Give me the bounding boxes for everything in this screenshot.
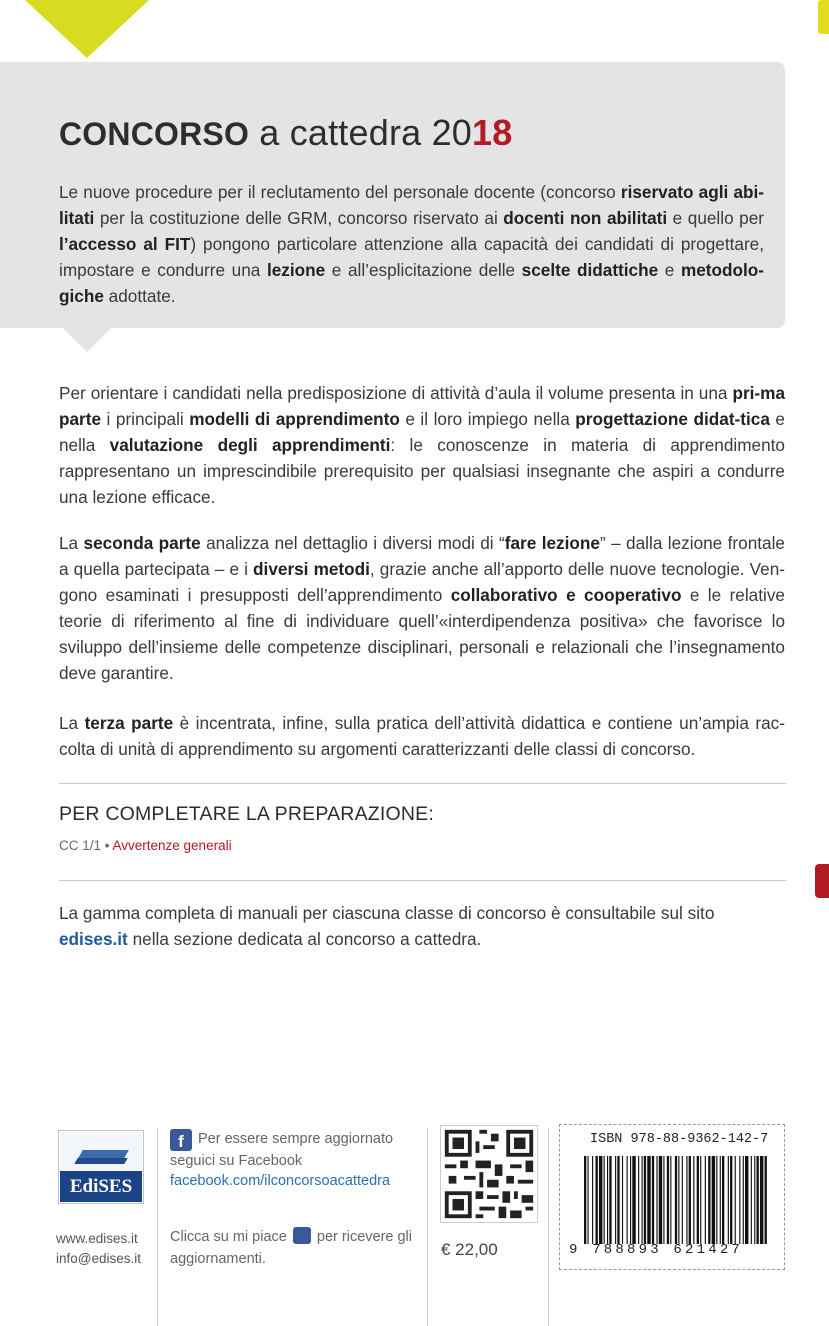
footer-divider — [548, 1128, 549, 1326]
isbn-number: ISBN 978-88-9362-142-7 — [590, 1132, 769, 1147]
barcode-bar — [644, 1156, 646, 1244]
edises-logo: EdiSES — [58, 1130, 144, 1204]
barcode-bar — [682, 1156, 683, 1244]
barcode-bar — [656, 1156, 657, 1244]
barcode-bar — [596, 1156, 598, 1244]
publisher-contacts — [56, 1229, 141, 1269]
related-title-link[interactable]: Avvertenze generali — [112, 838, 232, 853]
barcode-bar — [632, 1156, 635, 1244]
divider — [59, 783, 786, 784]
barcode-bar — [716, 1156, 717, 1244]
barcode-bar — [670, 1156, 671, 1244]
barcode-bar — [678, 1156, 679, 1244]
barcode-bar — [659, 1156, 662, 1244]
barcode-bar — [642, 1156, 643, 1244]
divider — [59, 880, 786, 881]
footer-divider — [427, 1128, 428, 1326]
yellow-triangle-decoration — [25, 0, 149, 58]
barcode-bar — [615, 1156, 616, 1244]
barcode-bar — [757, 1156, 759, 1244]
barcode-bar — [754, 1156, 755, 1244]
barcode-bar — [720, 1156, 721, 1244]
barcode-bar — [592, 1156, 593, 1244]
related-title: CC 1/1 • Avvertenze generali — [59, 838, 232, 853]
page-title: CONCORSO a cattedra 2018 — [59, 112, 513, 153]
barcode-bar — [712, 1156, 715, 1244]
barcode-bar — [765, 1156, 767, 1244]
facebook-line2: seguici su Facebook — [170, 1153, 303, 1169]
website-paragraph: La gamma completa di manuali per ciascuna classe di concorso è consultabile sul sito edises.it nella sezione dedicata al concorso a cattedra. — [59, 903, 715, 949]
barcode-bar — [630, 1156, 631, 1244]
barcode-bar — [627, 1156, 628, 1244]
paragraph-second-part: La seconda parte analizza nel dettaglio i diversi modi di “fare lezione” – dalla lezione frontale a quella partecipata – e i diversi metodi, grazie anche all’apporto delle nuove tecnologie. Ven-gono esaminati i presupposti dell’apprendimento collaborativo e cooperativo e le relative teorie di riferimento al fine di individuare quell’«interdipendenza positiva» che favorisce lo sviluppo dell’insieme delle competenze disciplinari, personali e relazionali che l’insegnamento deve garantire. — [59, 533, 785, 683]
barcode-bar — [760, 1156, 763, 1244]
barcode-bar — [638, 1156, 639, 1244]
barcode — [582, 1156, 770, 1244]
barcode-bar — [751, 1156, 752, 1244]
facebook-icon: f — [170, 1129, 192, 1151]
barcode-bar — [587, 1156, 588, 1244]
barcode-bar — [722, 1156, 724, 1244]
red-edge-tab — [815, 864, 829, 898]
like-text: Clicca su mi piace per ricevere gli aggiornamenti. — [170, 1229, 412, 1267]
qr-code[interactable] — [440, 1125, 538, 1223]
barcode-bar — [700, 1156, 701, 1244]
barcode-bar — [739, 1156, 740, 1244]
barcode-digits: 9 788893 621427 — [569, 1242, 744, 1258]
barcode-bar — [663, 1156, 664, 1244]
publisher-email[interactable]: info@edises.it — [56, 1251, 141, 1266]
barcode-bar — [745, 1156, 748, 1244]
barcode-bar — [675, 1156, 677, 1244]
complete-heading: PER COMPLETARE LA PREPARAZIONE: — [59, 803, 434, 825]
intro-box-notch — [63, 328, 111, 352]
barcode-bar — [604, 1156, 605, 1244]
yellow-edge-tab — [818, 0, 829, 34]
intro-paragraph: Le nuove procedure per il reclutamento del personale docente (concorso riservato agli abi-litati per la costituzione delle GRM, concorso riservato ai docenti non abilitati e quello per l’accesso al FIT) pongono particolare attenzione alla capacità dei candidati di progettare, impostare e condurre una lezione e all’esplicitazione delle scelte didattiche e metodolo-giche adottate. — [59, 182, 765, 306]
barcode-bar — [697, 1156, 699, 1244]
paragraph-third-part: La terza parte è incentrata, infine, sulla pratica dell’attività didattica e contiene un’ampia rac-colta di unità di apprendimento su argomenti caratterizzanti delle classi di concorso. — [59, 713, 785, 759]
facebook-link[interactable]: facebook.com/ilconcorsoacattedra — [170, 1173, 391, 1189]
barcode-bar — [622, 1156, 623, 1244]
paragraph-first-part: Per orientare i candidati nella predisposizione di attività d’aula il volume presenta in una pri-ma parte i principali modelli di apprendimento e il loro impiego nella progettazione didat-tica e nella valutazione degli apprendimenti: le conoscenze in materia di apprendimento rappresentano un imprescindibile prerequisito per qualsiasi insegnante che aspiri a condurre una lezione efficace. — [59, 383, 785, 507]
barcode-bar — [689, 1156, 691, 1244]
barcode-bar — [584, 1156, 586, 1244]
barcode-bar — [743, 1156, 744, 1244]
barcode-bar — [735, 1156, 736, 1244]
barcode-bar — [607, 1156, 608, 1244]
thumbs-up-icon — [293, 1227, 311, 1244]
footer-divider — [157, 1128, 158, 1326]
barcode-bar — [693, 1156, 694, 1244]
barcode-bar — [599, 1156, 602, 1244]
barcode-bar — [617, 1156, 619, 1244]
publisher-site[interactable]: www.edises.it — [56, 1231, 138, 1246]
barcode-bar — [728, 1156, 729, 1244]
website-link[interactable]: edises.it — [59, 929, 128, 949]
barcode-bar — [647, 1156, 650, 1244]
facebook-line1: Per essere sempre aggiornato — [198, 1131, 394, 1147]
barcode-bar — [686, 1156, 687, 1244]
barcode-bar — [708, 1156, 710, 1244]
barcode-bar — [609, 1156, 611, 1244]
barcode-bar — [667, 1156, 669, 1244]
price: € 22,00 — [441, 1240, 498, 1259]
barcode-bar — [730, 1156, 732, 1244]
barcode-bar — [652, 1156, 654, 1244]
barcode-bar — [705, 1156, 706, 1244]
